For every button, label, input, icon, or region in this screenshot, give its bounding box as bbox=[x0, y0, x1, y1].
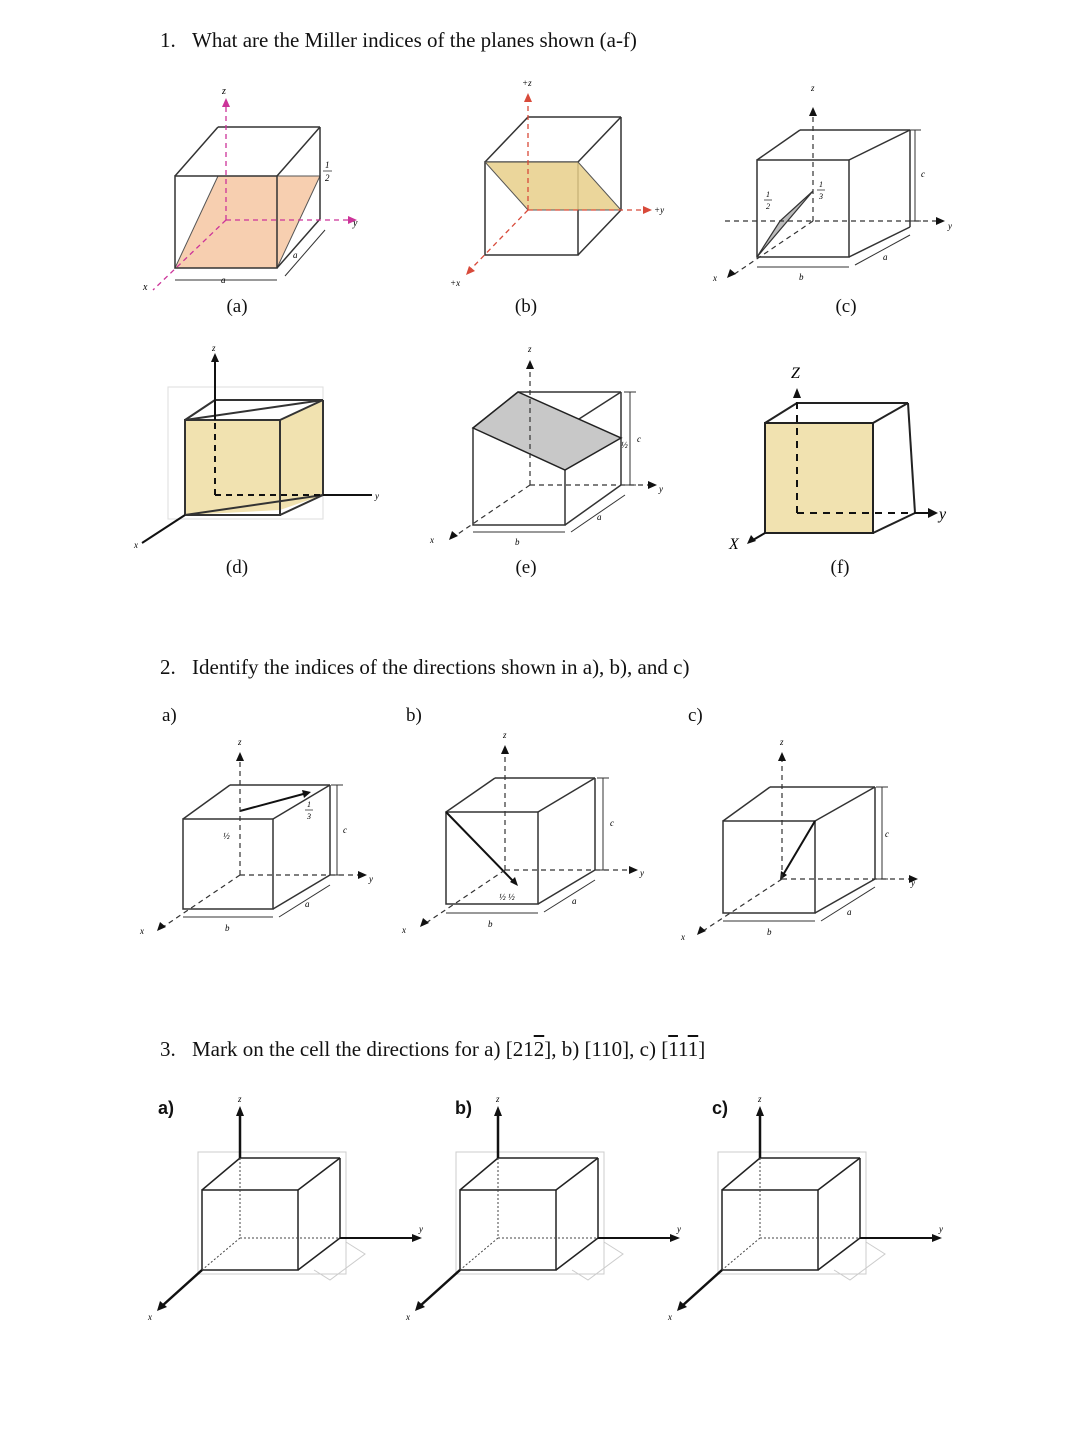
cube-2b bbox=[446, 778, 595, 904]
axis-z-label: z bbox=[780, 737, 784, 747]
q2-sublabel-a: a) bbox=[162, 705, 177, 726]
fraction-half-den: 2 bbox=[325, 173, 330, 183]
q3-bar-digit-1: 2 bbox=[533, 1037, 545, 1061]
plane-1c bbox=[757, 191, 813, 257]
figure-1d bbox=[130, 345, 390, 555]
figure-2a bbox=[135, 735, 385, 940]
dim-b-label: b bbox=[225, 923, 230, 933]
dim-c-label: c bbox=[637, 434, 641, 444]
cube-3a bbox=[202, 1158, 340, 1270]
axis-y-label: y bbox=[353, 218, 358, 229]
caption-a: (a) bbox=[226, 296, 248, 317]
question-2-number: 2. bbox=[160, 655, 176, 679]
axis-z-label: z bbox=[212, 343, 216, 353]
fraction-half-num: 1 bbox=[325, 160, 330, 170]
axis-z-label: z bbox=[496, 1094, 500, 1104]
axis-y-label: y bbox=[375, 491, 379, 501]
caption-c: (c) bbox=[835, 296, 857, 317]
axis-x-label: x bbox=[713, 273, 717, 283]
dim-c-label: c bbox=[921, 169, 925, 179]
axis-x-label: x bbox=[406, 1312, 410, 1322]
figure-2b bbox=[398, 728, 658, 938]
q3-bar-digit-2: 1 bbox=[668, 1037, 678, 1061]
caption-e: (e) bbox=[515, 557, 537, 578]
figure-3a bbox=[140, 1092, 430, 1332]
caption-f: (f) bbox=[830, 557, 850, 578]
figure-1c bbox=[705, 75, 965, 290]
figure-3b bbox=[398, 1092, 688, 1332]
dim-b-label: b bbox=[767, 927, 772, 937]
axis-y-label: y bbox=[939, 506, 947, 523]
dim-a-label: a bbox=[597, 512, 602, 522]
plane-1b bbox=[485, 162, 621, 210]
axis-x-label: x bbox=[681, 932, 685, 942]
question-2-text: Identify the indices of the directions shown in a), b), and c) bbox=[192, 655, 690, 679]
fraction-half-num: 1 bbox=[766, 190, 770, 199]
plane-1a bbox=[175, 176, 320, 268]
axis-y-label: y bbox=[911, 878, 915, 888]
cube-3c bbox=[722, 1158, 860, 1270]
figure-2c bbox=[675, 735, 935, 945]
plane-1f bbox=[765, 423, 873, 533]
frac-half-label: ½ bbox=[223, 831, 230, 841]
axis-z-label: z bbox=[528, 344, 532, 354]
dim-c-label: c bbox=[343, 825, 347, 835]
fraction-third-den: 3 bbox=[819, 192, 823, 201]
q3-sublabel-a: a) bbox=[158, 1098, 175, 1118]
axis-x-label: x bbox=[402, 925, 406, 935]
plane-1e bbox=[473, 392, 621, 470]
dim-b-label: b bbox=[515, 537, 520, 547]
question-1-text: What are the Miller indices of the planes shown (a-f) bbox=[192, 28, 637, 52]
axis-y-label: y bbox=[948, 221, 952, 231]
dim-b-label: b bbox=[799, 272, 804, 282]
axis-z-label: z bbox=[238, 1094, 242, 1104]
dim-c-label: c bbox=[885, 829, 889, 839]
axis-y-label: y bbox=[939, 1224, 943, 1234]
axis-z-label: +z bbox=[522, 78, 532, 88]
dim-a-label: a bbox=[221, 275, 226, 285]
axis-y-label: +y bbox=[654, 205, 665, 215]
q3-sublabel-b: b) bbox=[455, 1098, 472, 1118]
fraction-third-num: 1 bbox=[819, 180, 823, 189]
dim-half-label: ½ bbox=[621, 440, 628, 450]
q3-text-mid: ], b) [110], c) [ bbox=[544, 1037, 669, 1061]
fraction-third-den: 3 bbox=[307, 812, 311, 821]
fraction-half-den: 2 bbox=[766, 202, 770, 211]
axis-y-label: y bbox=[419, 1224, 423, 1234]
axis-y-label: y bbox=[659, 484, 663, 494]
q3-text-end: ] bbox=[698, 1037, 706, 1061]
axis-z-label: z bbox=[811, 83, 815, 93]
dim-b-label: b bbox=[488, 919, 493, 929]
axis-z-label: z bbox=[758, 1094, 762, 1104]
question-2 bbox=[160, 655, 689, 680]
axis-x-label: x bbox=[430, 535, 434, 545]
dim-a-label: a bbox=[847, 907, 852, 917]
q3-text-prefix: Mark on the cell the directions for a) [21 bbox=[192, 1037, 534, 1061]
question-1-number: 1. bbox=[160, 28, 176, 52]
cube-2c bbox=[723, 787, 875, 913]
figure-1a bbox=[135, 80, 375, 300]
fraction-third-num: 1 bbox=[307, 800, 311, 809]
q3-digit-mid: 1 bbox=[677, 1037, 688, 1061]
q2-sublabel-b: b) bbox=[406, 705, 422, 726]
axis-x-label: x bbox=[134, 540, 138, 550]
axis-x-label: x bbox=[148, 1312, 152, 1322]
question-3 bbox=[160, 1037, 705, 1062]
axis-y-label: y bbox=[369, 874, 373, 884]
axis-x-label: x bbox=[668, 1312, 672, 1322]
figure-1f bbox=[725, 345, 965, 555]
axis-z-label: z bbox=[238, 737, 242, 747]
caption-d: (d) bbox=[225, 557, 249, 578]
q3-bar-digit-3: 1 bbox=[687, 1037, 699, 1061]
question-3-number: 3. bbox=[160, 1037, 176, 1061]
axis-y-label: y bbox=[640, 868, 644, 878]
axis-x-label: x bbox=[140, 926, 144, 936]
axis-z-label: z bbox=[503, 730, 507, 740]
figure-3c bbox=[660, 1092, 950, 1332]
axis-x-label: x bbox=[143, 282, 148, 293]
q2-sublabel-c: c) bbox=[688, 705, 703, 726]
caption-b: (b) bbox=[514, 296, 538, 317]
axis-x-label: +x bbox=[450, 278, 461, 288]
cube-3b bbox=[460, 1158, 598, 1270]
direction-vector-2a bbox=[240, 793, 307, 811]
figure-1b bbox=[440, 72, 690, 292]
axis-x-label: X bbox=[729, 536, 739, 553]
figure-1e bbox=[425, 340, 685, 555]
frac-halves-label: ½ ½ bbox=[499, 892, 515, 902]
dim-a-side-label: a bbox=[293, 250, 298, 260]
dim-c-label: c bbox=[610, 818, 614, 828]
axis-z-label: z bbox=[222, 86, 226, 97]
dim-a-label: a bbox=[572, 896, 577, 906]
q3-sublabel-c: c) bbox=[712, 1098, 729, 1118]
axis-z-label: Z bbox=[791, 365, 800, 382]
cube-1c bbox=[757, 130, 910, 257]
dim-a-label: a bbox=[883, 252, 888, 262]
dim-a-label: a bbox=[305, 899, 310, 909]
direction-vector-2c bbox=[783, 821, 815, 875]
axis-y-label: y bbox=[677, 1224, 681, 1234]
question-1 bbox=[160, 28, 637, 53]
